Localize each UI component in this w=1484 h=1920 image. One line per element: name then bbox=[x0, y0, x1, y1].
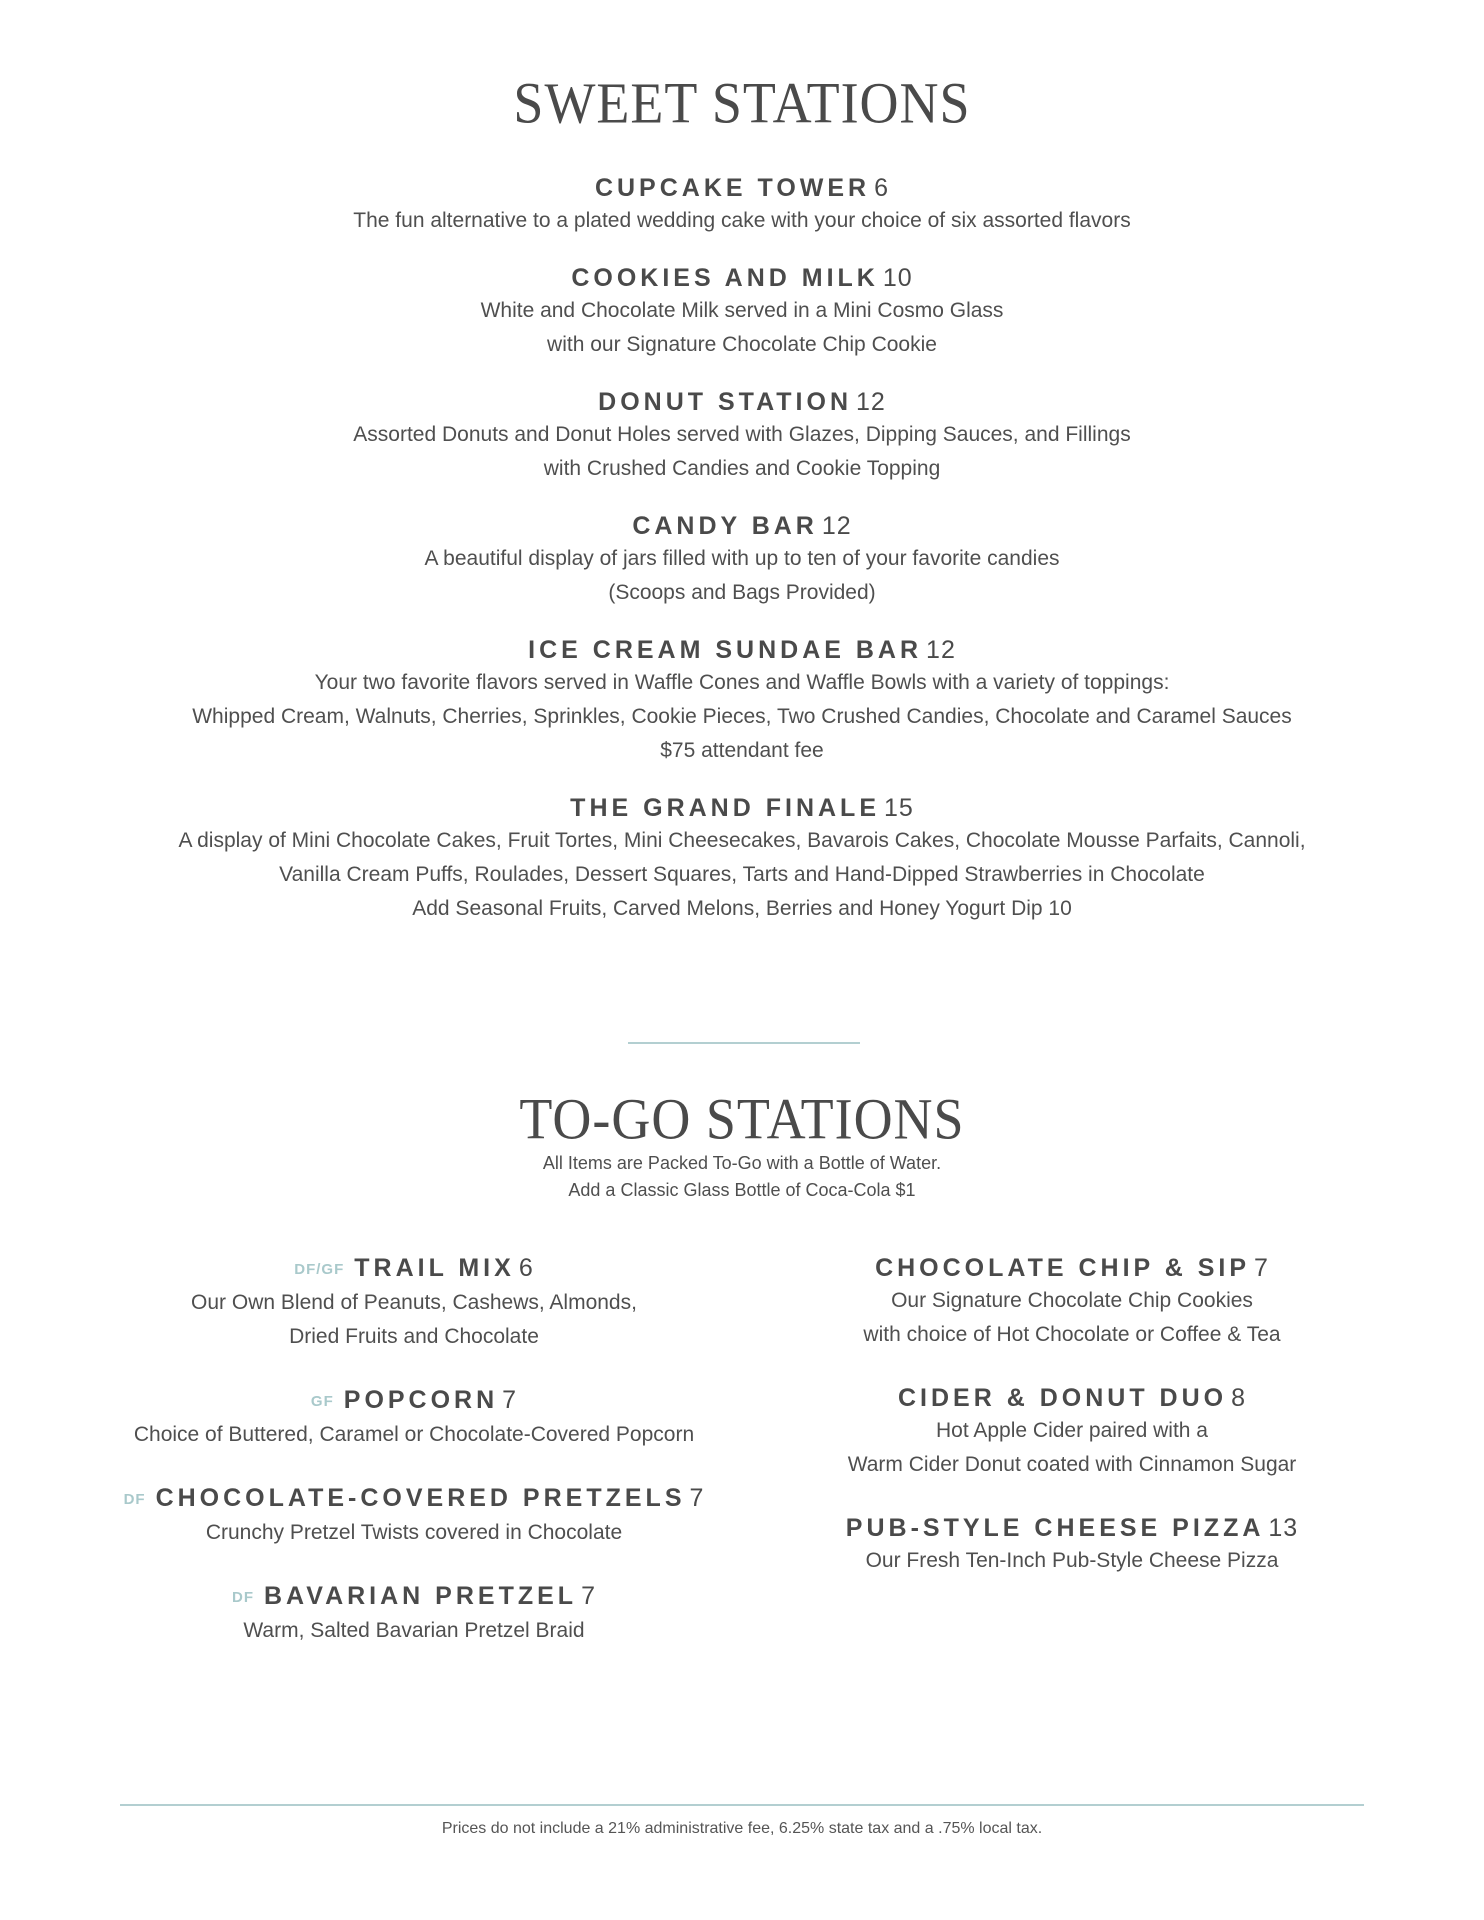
item-name: CHOCOLATE CHIP & SIP bbox=[875, 1254, 1251, 1282]
item-price: 8 bbox=[1231, 1384, 1246, 1412]
menu-item-bavarian-pretzel bbox=[64, 1580, 764, 1648]
item-description: (Scoops and Bags Provided) bbox=[608, 581, 876, 604]
item-name: COOKIES AND MILK bbox=[571, 264, 879, 292]
menu-item-chocolate-covered-pretzels bbox=[64, 1482, 764, 1550]
item-name: DONUT STATION bbox=[598, 388, 853, 416]
menu-item-grand-finale bbox=[0, 792, 1484, 926]
menu-item-donut-station bbox=[0, 386, 1484, 486]
item-description: with our Signature Chocolate Chip Cookie bbox=[547, 333, 937, 356]
to-go-subtitle-line: Add a Classic Glass Bottle of Coca-Cola $1 bbox=[568, 1180, 916, 1200]
item-description: A beautiful display of jars filled with up to ten of your favorite candies bbox=[424, 547, 1060, 570]
item-price: 6 bbox=[874, 174, 890, 202]
section-divider bbox=[628, 1042, 860, 1044]
item-name: PUB-STYLE CHEESE PIZZA bbox=[845, 1514, 1265, 1542]
to-go-left-column bbox=[64, 1252, 764, 1678]
item-description: Assorted Donuts and Donut Holes served with Glazes, Dipping Sauces, and Fillings bbox=[353, 423, 1131, 446]
item-name: CHOCOLATE-COVERED PRETZELS bbox=[155, 1484, 686, 1512]
item-description: $75 attendant fee bbox=[660, 739, 824, 762]
item-name: ICE CREAM SUNDAE BAR bbox=[528, 636, 923, 664]
item-price: 6 bbox=[518, 1254, 534, 1282]
to-go-right-column bbox=[722, 1252, 1422, 1608]
footer-divider bbox=[120, 1804, 1364, 1806]
item-name: CIDER & DONUT DUO bbox=[897, 1384, 1228, 1412]
item-description: Dried Fruits and Chocolate bbox=[289, 1325, 539, 1348]
item-price: 7 bbox=[1254, 1254, 1269, 1282]
item-description: Whipped Cream, Walnuts, Cherries, Sprinkles, Cookie Pieces, Two Crushed Candies, Chocolate and Caramel Sauces bbox=[192, 705, 1292, 728]
to-go-subtitle-line: All Items are Packed To-Go with a Bottle of Water. bbox=[542, 1153, 942, 1173]
dietary-badge: DF bbox=[123, 1491, 146, 1508]
item-price: 12 bbox=[856, 388, 886, 416]
item-description: Warm Cider Donut coated with Cinnamon Sugar bbox=[847, 1453, 1297, 1476]
item-price: 15 bbox=[884, 794, 914, 822]
menu-item-trail-mix bbox=[64, 1252, 764, 1354]
item-description: A display of Mini Chocolate Cakes, Fruit Tortes, Mini Cheesecakes, Bavarois Cakes, Chocolate Mousse Parfaits, Cannoli, bbox=[178, 829, 1306, 852]
dietary-badge: DF/GF bbox=[294, 1261, 345, 1278]
item-description: Choice of Buttered, Caramel or Chocolate-Covered Popcorn bbox=[133, 1423, 695, 1446]
menu-item-candy-bar bbox=[0, 510, 1484, 610]
item-description: Add Seasonal Fruits, Carved Melons, Berries and Honey Yogurt Dip 10 bbox=[412, 897, 1072, 920]
dietary-badge: GF bbox=[310, 1393, 334, 1410]
item-name: BAVARIAN PRETZEL bbox=[264, 1582, 578, 1610]
item-description: The fun alternative to a plated wedding cake with your choice of six assorted flavors bbox=[353, 209, 1131, 232]
item-price: 10 bbox=[882, 264, 913, 292]
item-price: 12 bbox=[926, 636, 956, 664]
item-description: Crunchy Pretzel Twists covered in Chocolate bbox=[205, 1521, 623, 1544]
item-description: White and Chocolate Milk served in a Mini Cosmo Glass bbox=[480, 299, 1004, 322]
to-go-subtitle bbox=[0, 1150, 1484, 1204]
item-price: 12 bbox=[821, 512, 852, 540]
menu-item-cider-and-donut-duo bbox=[722, 1382, 1422, 1482]
dietary-badge: DF bbox=[232, 1589, 254, 1606]
sweet-stations-title: SWEET STATIONS bbox=[513, 70, 971, 136]
item-name: POPCORN bbox=[343, 1386, 499, 1414]
item-description: Warm, Salted Bavarian Pretzel Braid bbox=[243, 1619, 585, 1642]
item-price: 7 bbox=[502, 1386, 518, 1414]
item-description: with Crushed Candies and Cookie Topping bbox=[543, 457, 941, 480]
menu-item-pub-style-cheese-pizza bbox=[722, 1512, 1422, 1578]
item-name: CANDY BAR bbox=[632, 512, 818, 540]
menu-item-popcorn bbox=[64, 1384, 764, 1452]
item-description: Our Own Blend of Peanuts, Cashews, Almonds, bbox=[191, 1291, 637, 1314]
item-description: Your two favorite flavors served in Waffle Cones and Waffle Bowls with a variety of toppings: bbox=[314, 671, 1170, 694]
item-price: 7 bbox=[689, 1484, 705, 1512]
item-description: Our Signature Chocolate Chip Cookies bbox=[891, 1289, 1253, 1312]
item-description: Our Fresh Ten-Inch Pub-Style Cheese Pizza bbox=[865, 1549, 1279, 1572]
item-name: CUPCAKE TOWER bbox=[594, 174, 871, 202]
menu-item-cupcake-tower bbox=[0, 172, 1484, 238]
menu-item-chocolate-chip-and-sip bbox=[722, 1252, 1422, 1352]
to-go-stations-title: TO-GO STATIONS bbox=[519, 1086, 965, 1152]
footer-note: Prices do not include a 21% administrative fee, 6.25% state tax and a .75% local tax. bbox=[441, 1820, 1043, 1837]
menu-item-cookies-and-milk bbox=[0, 262, 1484, 362]
menu-item-ice-cream-sundae-bar bbox=[0, 634, 1484, 768]
item-name: TRAIL MIX bbox=[354, 1254, 515, 1282]
item-description: Hot Apple Cider paired with a bbox=[936, 1419, 1208, 1442]
item-price: 13 bbox=[1268, 1514, 1299, 1542]
item-price: 7 bbox=[581, 1582, 596, 1610]
item-description: Vanilla Cream Puffs, Roulades, Dessert Squares, Tarts and Hand-Dipped Strawberries in Chocolate bbox=[279, 863, 1205, 886]
item-description: with choice of Hot Chocolate or Coffee & Tea bbox=[863, 1323, 1281, 1346]
sweet-stations-list bbox=[0, 172, 1484, 950]
item-name: THE GRAND FINALE bbox=[570, 794, 880, 822]
